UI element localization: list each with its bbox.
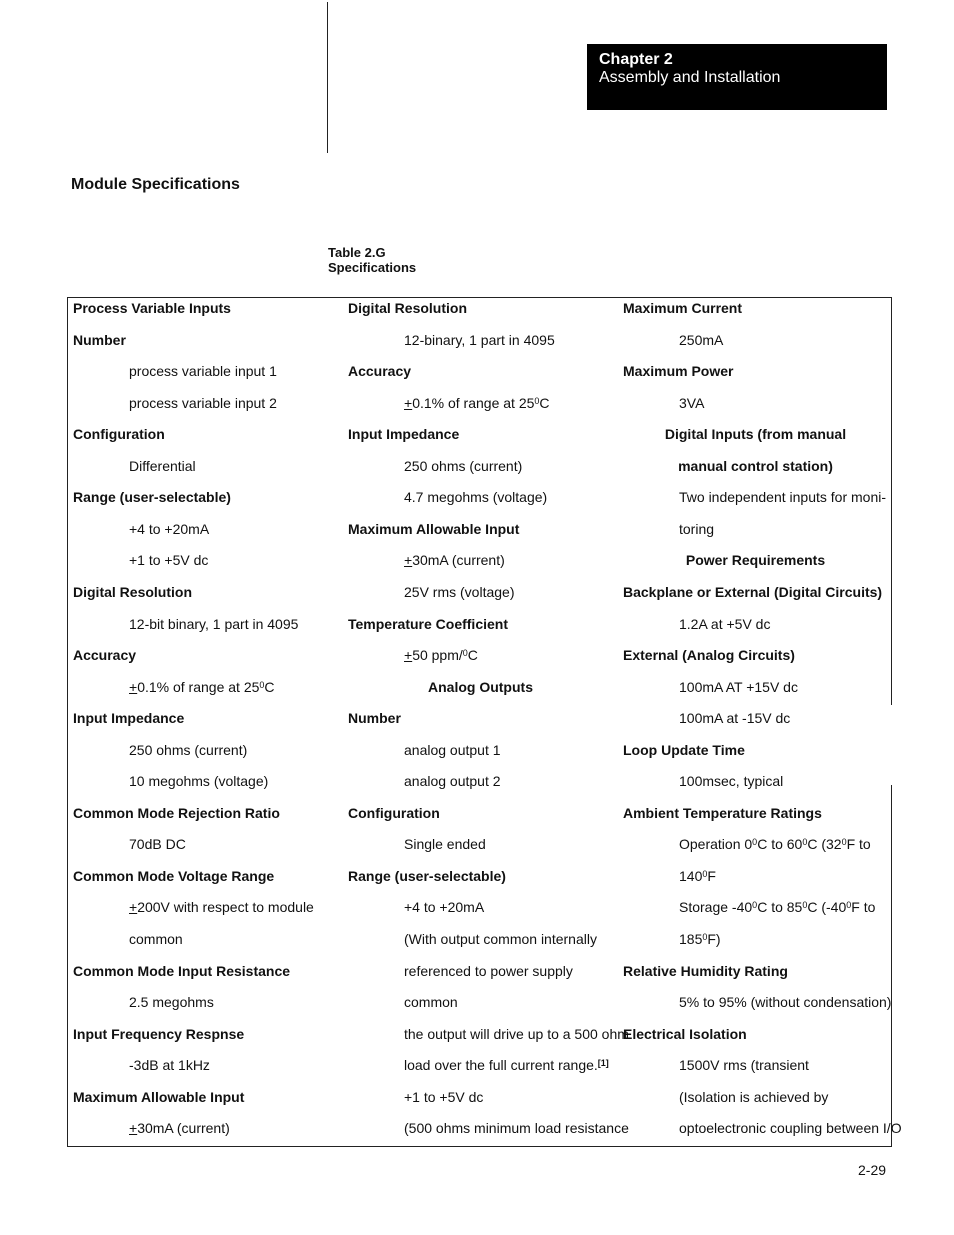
spec-value: +200V with respect to module xyxy=(129,899,314,915)
spec-value: $185^0F$) xyxy=(679,931,721,947)
spec-value: process variable input 2 xyxy=(129,395,277,411)
spec-value: 3VA xyxy=(679,395,705,411)
spec-heading: Digital Resolution xyxy=(348,300,467,316)
spec-value: 2.5 megohms xyxy=(129,994,214,1010)
spec-heading: Input Impedance xyxy=(73,710,185,726)
spec-value: 10 megohms (voltage) xyxy=(129,773,269,789)
spec-heading: Maximum Allowable Input xyxy=(73,1089,245,1105)
spec-value: 25V rms (voltage) xyxy=(404,584,515,600)
spec-heading: Configuration xyxy=(348,805,440,821)
spec-heading: Range (user-selectable) xyxy=(73,489,231,505)
spec-heading: Relative Humidity Rating xyxy=(623,963,788,979)
spec-heading: Maximum Allowable Input xyxy=(348,521,520,537)
spec-heading: Loop Update Time xyxy=(623,742,745,758)
spec-value: optoelectronic coupling between I/O xyxy=(679,1120,902,1136)
spec-value: analog output 1 xyxy=(404,742,501,758)
spec-heading: Common Mode Voltage Range xyxy=(73,868,275,884)
spec-heading: Backplane or External (Digital Circuits) xyxy=(623,584,883,600)
margin-rule xyxy=(327,2,328,153)
spec-heading: Digital Resolution xyxy=(73,584,192,600)
spec-heading: Maximum Power xyxy=(623,363,734,379)
spec-heading: Process Variable Inputs xyxy=(73,300,231,316)
spec-value: Differential xyxy=(129,458,196,474)
spec-value: -3dB at 1kHz xyxy=(129,1057,210,1073)
spec-value: 70dB DC xyxy=(129,836,186,852)
table-title: Specifications xyxy=(328,260,417,275)
spec-heading: Number xyxy=(348,710,401,726)
spec-value: Single ended xyxy=(404,836,486,852)
spec-heading: Input Impedance xyxy=(348,426,460,442)
spec-heading: Range (user-selectable) xyxy=(348,868,506,884)
spec-value: +30mA (current) xyxy=(404,552,505,568)
spec-value: (Isolation is achieved by xyxy=(679,1089,829,1105)
spec-value: Two independent inputs for moni- xyxy=(679,489,887,505)
spec-value: common xyxy=(129,931,183,947)
spec-value: 100msec, typical xyxy=(679,773,784,789)
spec-heading: Maximum Current xyxy=(623,300,743,316)
spec-value: +1 to +5V dc xyxy=(129,552,209,568)
spec-heading: Number xyxy=(73,332,126,348)
chapter-header xyxy=(587,44,887,110)
spec-heading: Ambient Temperature Ratings xyxy=(623,805,822,821)
spec-heading: Input Frequency Respnse xyxy=(73,1026,245,1042)
spec-heading: Digital Inputs (from manual xyxy=(664,426,847,442)
page-number: 2-29 xyxy=(858,1162,887,1178)
spec-heading: Common Mode Rejection Ratio xyxy=(73,805,280,821)
spec-value: +0.1% of range at $25^0C$ xyxy=(404,395,550,411)
spec-value: +50 ppm/$^0$C xyxy=(404,647,478,663)
spec-value: common xyxy=(404,994,458,1010)
spec-value: 250 ohms (current) xyxy=(404,458,523,474)
spec-value: 250 ohms (current) xyxy=(129,742,248,758)
spec-value: 5% to 95% (without condensation) xyxy=(679,994,892,1010)
spec-heading: Common Mode Input Resistance xyxy=(73,963,291,979)
spec-value: 4.7 megohms (voltage) xyxy=(404,489,548,505)
chapter-title: Assembly and Installation xyxy=(599,69,781,86)
spec-value: 12-binary, 1 part in 4095 xyxy=(404,332,555,348)
spec-heading: Analog Outputs xyxy=(428,679,533,695)
spec-heading: Electrical Isolation xyxy=(623,1026,747,1042)
spec-value: +4 to +20mA xyxy=(129,521,210,537)
spec-value: $140^0F$ xyxy=(679,868,716,884)
spec-value: process variable input 1 xyxy=(129,363,277,379)
spec-value: +0.1% of range at $25^0C$ xyxy=(129,679,275,695)
section-title: Module Specifications xyxy=(71,176,240,193)
spec-heading: manual control station) xyxy=(678,458,833,474)
spec-heading: Configuration xyxy=(73,426,165,442)
chapter-number: Chapter 2 xyxy=(599,51,673,68)
spec-value: 100mA AT +15V dc xyxy=(679,679,798,695)
spec-value: referenced to power supply xyxy=(404,963,573,979)
spec-value: 100mA at -15V dc xyxy=(679,710,791,726)
spec-value: the output will drive up to a 500 ohm xyxy=(404,1026,629,1042)
spec-heading: Power Requirements xyxy=(685,552,826,568)
spec-value: toring xyxy=(679,521,715,537)
spec-value: 1500V rms (transient xyxy=(679,1057,809,1073)
spec-value: 1.2A at +5V dc xyxy=(679,616,771,632)
table-number: Table 2.G xyxy=(328,245,386,260)
spec-value: +4 to +20mA xyxy=(404,899,485,915)
spec-heading: Temperature Coefficient xyxy=(348,616,508,632)
spec-heading: External (Analog Circuits) xyxy=(623,647,795,663)
spec-value: (With output common internally xyxy=(404,931,597,947)
spec-value: Storage $-40^0C$ to $85^0C$ ($-40^0F$ to xyxy=(679,899,876,915)
table-caption xyxy=(328,245,416,275)
spec-value: +30mA (current) xyxy=(129,1120,230,1136)
spec-value: analog output 2 xyxy=(404,773,501,789)
spec-value: (500 ohms minimum load resistance xyxy=(404,1120,629,1136)
spec-value: load over the full current range.[1] xyxy=(404,1057,609,1073)
spec-value: 250mA xyxy=(679,332,724,348)
spec-value: Operation $0^0C$ to $60^0C$ ($32^0F$ to xyxy=(679,836,871,852)
spec-heading: Accuracy xyxy=(73,647,137,663)
spec-value: +1 to +5V dc xyxy=(404,1089,484,1105)
spec-value: 12-bit binary, 1 part in 4095 xyxy=(129,616,299,632)
spec-heading: Accuracy xyxy=(348,363,412,379)
